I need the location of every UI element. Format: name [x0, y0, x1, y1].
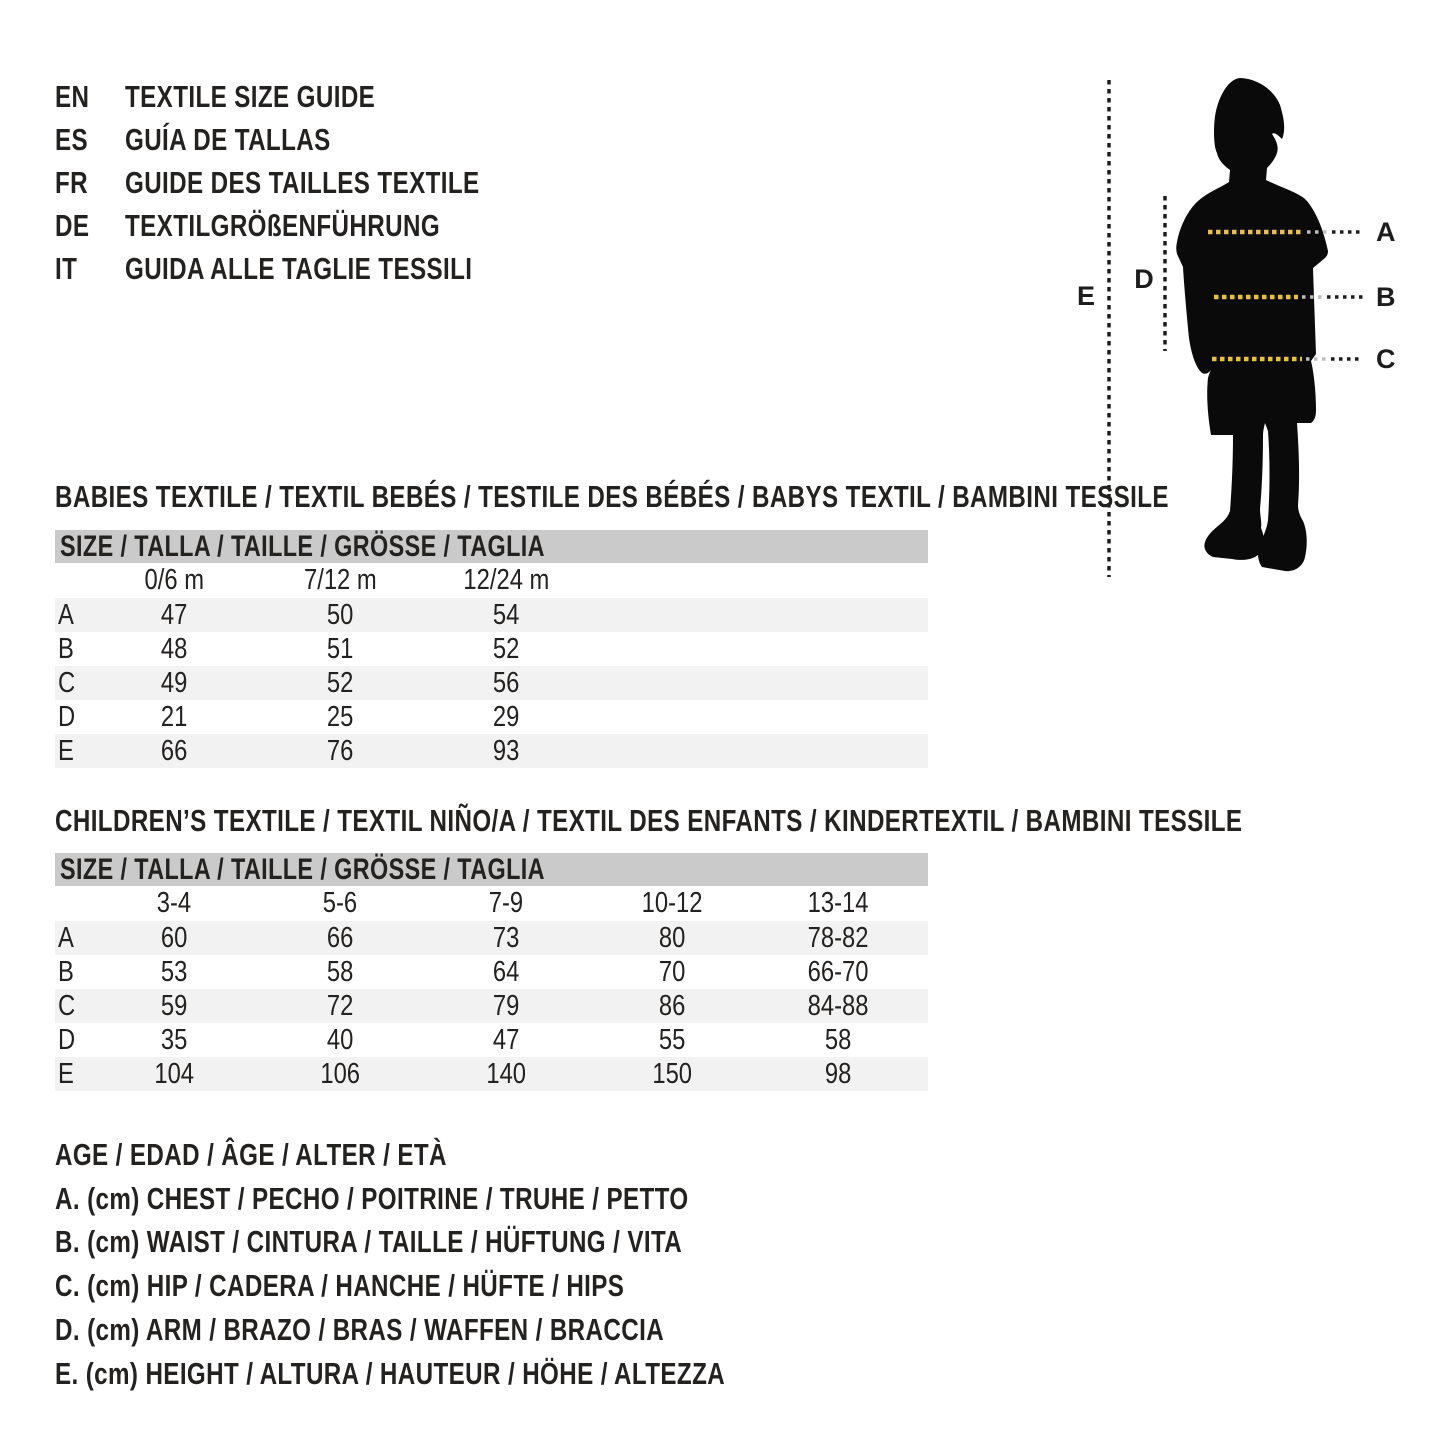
language-title-list: [55, 75, 580, 290]
value-cell: 84-88: [807, 989, 869, 1022]
value-cell: 21: [160, 700, 188, 733]
row-label-cell: C: [58, 989, 76, 1022]
language-code: IT: [55, 250, 78, 286]
value-cell: 52: [326, 666, 354, 699]
value-cell: 55: [658, 1023, 686, 1056]
table-row: [55, 1023, 928, 1057]
value-cell: 76: [326, 734, 354, 767]
value-cell: 29: [492, 700, 520, 733]
row-label-cell: A: [58, 598, 74, 631]
column-header: 5-6: [322, 887, 358, 919]
guide-title-fr: GUIDE DES TAILLES TEXTILE: [125, 164, 480, 200]
figure-label-a: A: [1376, 217, 1396, 247]
value-cell: 66: [326, 921, 354, 954]
row-label-cell: D: [58, 1023, 76, 1056]
row-label-cell: B: [58, 632, 74, 665]
value-cell: 86: [658, 989, 686, 1022]
value-cell: 40: [326, 1023, 354, 1056]
value-cell: 53: [160, 955, 188, 988]
value-cell: 54: [492, 598, 520, 631]
value-cell: 64: [492, 955, 520, 988]
value-cell: 52: [492, 632, 520, 665]
children-section-title: CHILDREN’S TEXTILE / TEXTIL NIÑO/A / TEXTIL DES ENFANTS / KINDERTEXTIL / BAMBINI TESSILE: [55, 803, 1243, 838]
value-cell: 56: [492, 666, 520, 699]
column-header: 3-4: [156, 887, 192, 919]
figure-label-d: D: [1134, 264, 1154, 294]
guide-title-it: GUIDA ALLE TAGLIE TESSILI: [125, 250, 473, 286]
legend-line-height: E. (cm) HEIGHT / ALTURA / HAUTEUR / HÖHE / ALTEZZA: [55, 1355, 726, 1391]
value-cell: 80: [658, 921, 686, 954]
column-header: 12/24 m: [463, 564, 549, 596]
language-code: DE: [55, 207, 90, 243]
legend-line-chest: A. (cm) CHEST / PECHO / POITRINE / TRUHE / PETTO: [55, 1180, 689, 1216]
value-cell: 25: [326, 700, 354, 733]
value-cell: 60: [160, 921, 188, 954]
language-code: ES: [55, 121, 89, 157]
language-row-de: [55, 204, 580, 247]
legend-line-age: AGE / EDAD / ÂGE / ALTER / ETÀ: [55, 1136, 447, 1172]
value-cell: 70: [658, 955, 686, 988]
children-size-table: [55, 853, 928, 1091]
guide-title-es: GUÍA DE TALLAS: [125, 121, 331, 157]
table-row: [55, 598, 928, 632]
legend-line-hip: C. (cm) HIP / CADERA / HANCHE / HÜFTE / HIPS: [55, 1268, 625, 1304]
value-cell: 51: [326, 632, 354, 665]
row-label-cell: A: [58, 921, 74, 954]
column-header: 7/12 m: [303, 564, 377, 596]
babies-size-header-bar: SIZE / TALLA / TAILLE / GRÖSSE / TAGLIA: [55, 530, 928, 563]
value-cell: 50: [326, 598, 354, 631]
measurement-legend: [55, 1133, 914, 1396]
language-row-es: [55, 118, 580, 161]
legend-line-arm: D. (cm) ARM / BRAZO / BRAS / WAFFEN / BRACCIA: [55, 1312, 665, 1348]
value-cell: 140: [486, 1057, 526, 1090]
value-cell: 106: [320, 1057, 360, 1090]
value-cell: 48: [160, 632, 188, 665]
table-row: [55, 921, 928, 955]
babies-section-title: BABIES TEXTILE / TEXTIL BEBÉS / TESTILE DES BÉBÉS / BABYS TEXTIL / BAMBINI TESSILE: [55, 479, 1169, 514]
children-column-headers: [55, 886, 928, 921]
table-row: [55, 632, 928, 666]
row-label-cell: E: [58, 1057, 74, 1090]
row-label-cell: C: [58, 666, 76, 699]
value-cell: 78-82: [807, 921, 869, 954]
column-header: 0/6 m: [144, 564, 204, 596]
column-header: 10-12: [641, 887, 703, 919]
value-cell: 47: [160, 598, 188, 631]
value-cell: 79: [492, 989, 520, 1022]
value-cell: 58: [326, 955, 354, 988]
value-cell: 72: [326, 989, 354, 1022]
column-header: 7-9: [488, 887, 524, 919]
value-cell: 104: [154, 1057, 194, 1090]
figure-label-c: C: [1376, 344, 1396, 374]
babies-size-table: [55, 530, 928, 768]
table-row: [55, 955, 928, 989]
value-cell: 98: [824, 1057, 852, 1090]
value-cell: 49: [160, 666, 188, 699]
language-code: EN: [55, 78, 90, 114]
row-label-cell: E: [58, 734, 74, 767]
children-size-header-bar: SIZE / TALLA / TAILLE / GRÖSSE / TAGLIA: [55, 853, 928, 886]
guide-title-de: TEXTILGRÖßENFÜHRUNG: [125, 207, 441, 243]
row-label-cell: B: [58, 955, 74, 988]
row-label-cell: D: [58, 700, 76, 733]
value-cell: 66: [160, 734, 188, 767]
language-row-fr: [55, 161, 580, 204]
table-row: [55, 1057, 928, 1091]
table-row: [55, 700, 928, 734]
value-cell: 59: [160, 989, 188, 1022]
value-cell: 58: [824, 1023, 852, 1056]
figure-label-b: B: [1376, 282, 1396, 312]
babies-column-headers: [55, 563, 928, 598]
value-cell: 47: [492, 1023, 520, 1056]
language-row-en: [55, 75, 580, 118]
value-cell: 93: [492, 734, 520, 767]
table-row: [55, 989, 928, 1023]
legend-line-waist: B. (cm) WAIST / CINTURA / TAILLE / HÜFTUNG / VITA: [55, 1224, 683, 1260]
table-row: [55, 734, 928, 768]
table-row: [55, 666, 928, 700]
value-cell: 66-70: [807, 955, 869, 988]
value-cell: 73: [492, 921, 520, 954]
language-code: FR: [55, 164, 89, 200]
value-cell: 150: [652, 1057, 692, 1090]
column-header: 13-14: [807, 887, 869, 919]
language-row-it: [55, 247, 580, 290]
value-cell: 35: [160, 1023, 188, 1056]
guide-title-en: TEXTILE SIZE GUIDE: [125, 78, 376, 114]
figure-label-e: E: [1076, 281, 1096, 311]
